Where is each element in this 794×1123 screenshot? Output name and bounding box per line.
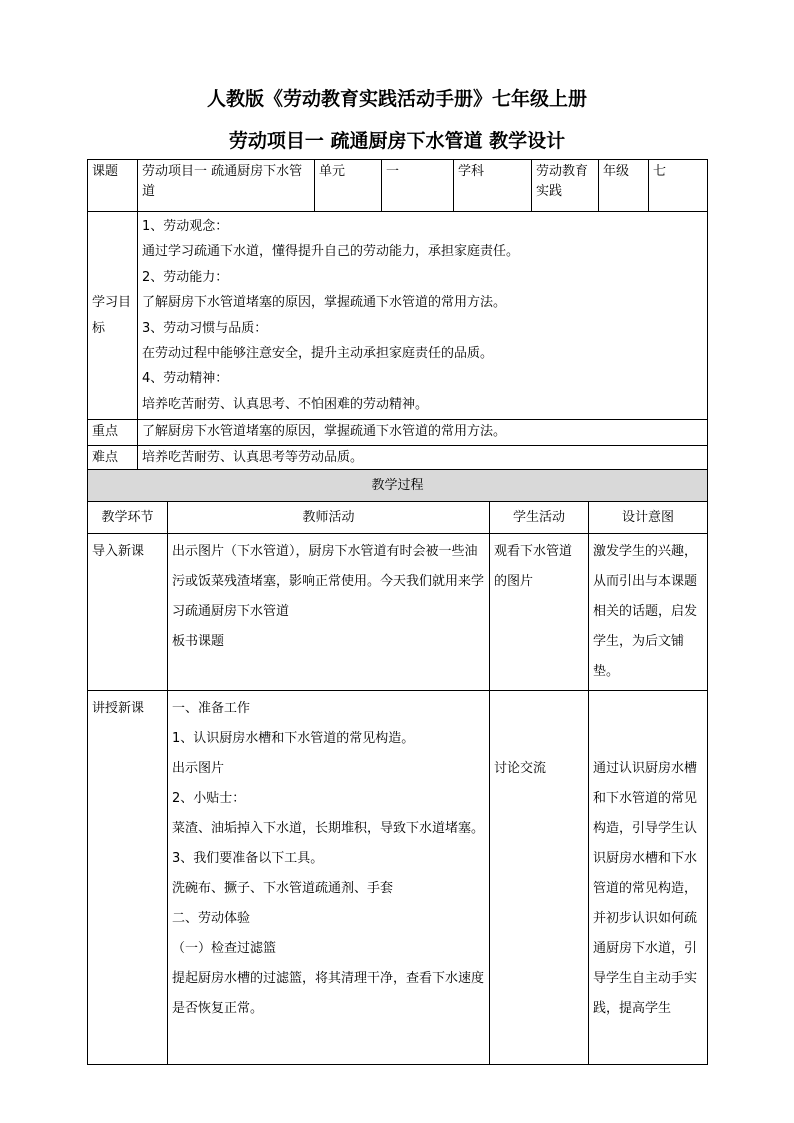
difficulty-value: 培养吃苦耐劳、认真思考等劳动品质。 xyxy=(138,446,708,473)
document-subtitle: 劳动项目一 疏通厨房下水管道 教学设计 xyxy=(228,130,566,152)
lesson-info-table xyxy=(87,159,708,473)
objective-line: 2、劳动能力： xyxy=(142,269,229,285)
objectives-label: 学习目标 xyxy=(88,212,138,420)
objective-line: 4、劳动精神： xyxy=(142,371,229,387)
lecture-line: 出示图片 xyxy=(172,761,225,776)
difficulty-label: 难点 xyxy=(88,446,138,473)
lecture-stage: 讲授新课 xyxy=(88,691,168,1065)
grade-value: 七 xyxy=(649,160,708,212)
objective-line: 1、劳动观念： xyxy=(142,219,229,234)
objective-line: 通过学习疏通下水道，懂得提升自己的劳动能力，承担家庭责任。 xyxy=(142,244,520,260)
objective-line: 在劳动过程中能够注意安全，提升主动承担家庭责任的品质。 xyxy=(142,346,494,362)
lecture-student: 讨论交流 xyxy=(490,691,589,1065)
intro-teacher-note: 板书课题 xyxy=(172,634,225,649)
intro-intent: 激发学生的兴趣，从而引出与本课题相关的话题，启发学生，为后文铺垫。 xyxy=(589,534,708,691)
intro-stage: 导入新课 xyxy=(88,534,168,691)
lecture-line: 二、劳动体验 xyxy=(172,911,251,926)
column-header-intent: 设计意图 xyxy=(589,502,708,534)
column-header-student: 学生活动 xyxy=(490,502,589,534)
objective-line: 3、劳动习惯与品质： xyxy=(142,320,268,336)
teaching-process-table xyxy=(87,469,708,1065)
key-point-row xyxy=(88,420,708,446)
topic-label: 课题 xyxy=(88,160,138,212)
lecture-line: （一）检查过滤篮 xyxy=(172,941,277,956)
column-header-stage: 教学环节 xyxy=(88,502,168,534)
subject-label: 学科 xyxy=(454,160,532,212)
intro-row xyxy=(88,534,708,691)
key-point-label: 重点 xyxy=(88,420,138,446)
process-header-row xyxy=(88,470,708,502)
objectives-content xyxy=(138,212,708,420)
document-title: 人教版《劳动教育实践活动手册》七年级上册 xyxy=(206,88,587,110)
lecture-line: 2、小贴士： xyxy=(172,791,246,806)
grade-label: 年级 xyxy=(599,160,649,212)
lecture-line: 提起厨房水槽的过滤篮，将其清理干净，查看下水速度是否恢复正常。 xyxy=(172,971,485,1016)
lecture-line: 菜渣、油垢掉入下水道，长期堆积，导致下水道堵塞。 xyxy=(172,821,485,836)
column-header-teacher: 教师活动 xyxy=(168,502,490,534)
lecture-line: 一、准备工作 xyxy=(172,701,251,716)
objectives-row xyxy=(88,212,708,420)
objective-line: 培养吃苦耐劳、认真思考、不怕困难的劳动精神。 xyxy=(142,396,429,412)
lecture-line: 1、认识厨房水槽和下水管道的常见构造。 xyxy=(172,731,415,746)
topic-value: 劳动项目一 疏通厨房下水管道 xyxy=(138,160,315,212)
unit-value: 一 xyxy=(382,160,454,212)
lecture-teacher xyxy=(168,691,490,1065)
lecture-intent: 通过认识厨房水槽和下水管道的常见构造，引导学生认识厨房水槽和下水管道的常见构造，并初步认识如何疏通厨房下水道，引导学生自主动手实践，提高学生 xyxy=(589,691,708,1065)
subject-value: 劳动教育实践 xyxy=(532,160,599,212)
intro-student: 观看下水管道的图片 xyxy=(490,534,589,691)
intro-teacher-text: 出示图片（下水管道），厨房下水管道有时会被一些油污或饭菜残渣堵塞，影响正常使用。今天我们就用来学习疏通厨房下水管道 xyxy=(172,544,485,619)
lecture-line: 3、我们要准备以下工具。 xyxy=(172,851,324,866)
info-row xyxy=(88,160,708,212)
intro-teacher xyxy=(168,534,490,691)
lecture-row xyxy=(88,691,708,1065)
lecture-line: 洗碗布、撅子、下水管道疏通剂、手套 xyxy=(172,881,394,896)
process-header: 教学过程 xyxy=(88,470,708,502)
objective-line: 了解厨房下水管道堵塞的原因，掌握疏通下水管道的常用方法。 xyxy=(142,295,507,311)
process-columns-row xyxy=(88,502,708,534)
unit-label: 单元 xyxy=(315,160,382,212)
key-point-value: 了解厨房下水管道堵塞的原因，掌握疏通下水管道的常用方法。 xyxy=(138,420,708,446)
